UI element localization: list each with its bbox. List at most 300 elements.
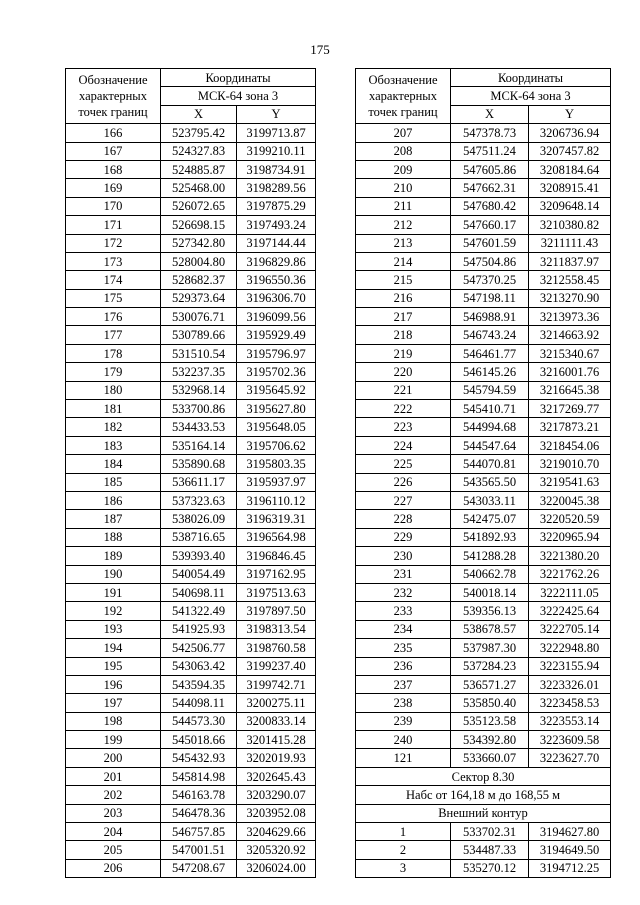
- point-number: 231: [356, 565, 451, 583]
- table-row: [66, 528, 316, 546]
- point-number: 236: [356, 657, 451, 675]
- y-coordinate: 3219541.63: [529, 473, 611, 491]
- x-coordinate: 546163.78: [161, 786, 237, 804]
- table-row: [66, 160, 316, 178]
- y-coordinate: 3222425.64: [529, 602, 611, 620]
- point-number: 202: [66, 786, 161, 804]
- header-line: точек границ: [78, 105, 148, 120]
- point-number: 208: [356, 142, 451, 160]
- y-coordinate: 3196829.86: [237, 252, 316, 270]
- header-line: Координаты: [205, 70, 271, 85]
- x-coordinate: 546145.26: [451, 363, 529, 381]
- point-number: 229: [356, 528, 451, 546]
- y-coordinate: 3195706.62: [237, 436, 316, 454]
- y-coordinate: 3210380.82: [529, 216, 611, 234]
- point-number: 178: [66, 344, 161, 362]
- point-number: 205: [66, 841, 161, 859]
- x-coordinate: 542475.07: [451, 510, 529, 528]
- y-coordinate: 3223458.53: [529, 694, 611, 712]
- x-coordinate: 542506.77: [161, 639, 237, 657]
- table-row: [356, 197, 611, 215]
- x-coordinate: 540018.14: [451, 583, 529, 601]
- x-coordinate: 547662.31: [451, 179, 529, 197]
- y-coordinate: 3202645.43: [237, 767, 316, 785]
- y-coordinate: 3198760.58: [237, 639, 316, 657]
- table-row: [356, 639, 611, 657]
- point-number: 221: [356, 381, 451, 399]
- table-row: [66, 234, 316, 252]
- point-number: 212: [356, 216, 451, 234]
- y-coordinate: 3205320.92: [237, 841, 316, 859]
- point-number: 176: [66, 308, 161, 326]
- y-coordinate: 3211837.97: [529, 252, 611, 270]
- point-number: 177: [66, 326, 161, 344]
- x-coordinate: 545814.98: [161, 767, 237, 785]
- x-coordinate: 535890.68: [161, 455, 237, 473]
- x-coordinate: 528004.80: [161, 252, 237, 270]
- table-row: [356, 731, 611, 749]
- header-line: характерных: [369, 89, 437, 104]
- y-coordinate: 3197897.50: [237, 602, 316, 620]
- table-row: [356, 804, 611, 822]
- point-number: 185: [66, 473, 161, 491]
- point-number: 1: [356, 823, 451, 841]
- y-coordinate: 3223553.14: [529, 712, 611, 730]
- x-coordinate: 544098.11: [161, 694, 237, 712]
- table-row: [66, 473, 316, 491]
- header-line: точек границ: [368, 105, 438, 120]
- y-coordinate: 3213973.36: [529, 308, 611, 326]
- header-line: Координаты: [497, 70, 564, 85]
- point-number: 189: [66, 547, 161, 565]
- table-row: [356, 473, 611, 491]
- point-number: 166: [66, 124, 161, 142]
- table-row: [66, 767, 316, 785]
- table-row: [356, 657, 611, 675]
- x-coordinate: 537284.23: [451, 657, 529, 675]
- y-coordinate: 3222111.05: [529, 583, 611, 601]
- y-coordinate: 3195937.97: [237, 473, 316, 491]
- table-row: [66, 786, 316, 804]
- point-number: 206: [66, 859, 161, 877]
- y-coordinate: 3217873.21: [529, 418, 611, 436]
- y-coordinate: 3197162.95: [237, 565, 316, 583]
- x-coordinate: 543565.50: [451, 473, 529, 491]
- x-coordinate: 539356.13: [451, 602, 529, 620]
- x-coordinate: 523795.42: [161, 124, 237, 142]
- y-coordinate: 3196306.70: [237, 289, 316, 307]
- point-number: 233: [356, 602, 451, 620]
- page-number: 175: [310, 42, 330, 57]
- x-coordinate: 544547.64: [451, 436, 529, 454]
- y-coordinate: 3221380.20: [529, 547, 611, 565]
- table-row: [66, 565, 316, 583]
- table-row: [66, 363, 316, 381]
- x-coordinate: 547208.67: [161, 859, 237, 877]
- point-number: 198: [66, 712, 161, 730]
- point-number: 210: [356, 179, 451, 197]
- table-row: [66, 142, 316, 160]
- point-number: 175: [66, 289, 161, 307]
- x-coordinate: 546757.85: [161, 823, 237, 841]
- x-coordinate: 546478.36: [161, 804, 237, 822]
- point-number: 240: [356, 731, 451, 749]
- y-coordinate: 3201415.28: [237, 731, 316, 749]
- x-coordinate: 545018.66: [161, 731, 237, 749]
- coordinates-table-left: [65, 68, 316, 878]
- y-coordinate: 3197144.44: [237, 234, 316, 252]
- table-row: [66, 216, 316, 234]
- x-coordinate: 546743.24: [451, 326, 529, 344]
- x-coordinate: 538026.09: [161, 510, 237, 528]
- point-number: 2: [356, 841, 451, 859]
- x-coordinate: 544573.30: [161, 712, 237, 730]
- y-coordinate: 3218454.06: [529, 436, 611, 454]
- table-row: [356, 694, 611, 712]
- point-number: 171: [66, 216, 161, 234]
- point-designation-header: [356, 69, 451, 124]
- y-coordinate: 3213270.90: [529, 289, 611, 307]
- x-coordinate: 547378.73: [451, 124, 529, 142]
- y-coordinate: 3200833.14: [237, 712, 316, 730]
- x-coordinate: 535164.14: [161, 436, 237, 454]
- x-coordinate: 532237.35: [161, 363, 237, 381]
- point-number: 223: [356, 418, 451, 436]
- y-coordinate: 3202019.93: [237, 749, 316, 767]
- y-coordinate: 3215340.67: [529, 344, 611, 362]
- point-number: 200: [66, 749, 161, 767]
- x-coordinate: 526698.15: [161, 216, 237, 234]
- table-row: [66, 675, 316, 693]
- header-row: [356, 69, 611, 87]
- table-row: [66, 639, 316, 657]
- coordinate-system-header: МСК-64 зона 3: [161, 87, 316, 105]
- x-header: X: [161, 105, 237, 123]
- y-coordinate: 3223155.94: [529, 657, 611, 675]
- y-coordinate: 3196846.45: [237, 547, 316, 565]
- y-coordinate: 3195803.35: [237, 455, 316, 473]
- x-coordinate: 541892.93: [451, 528, 529, 546]
- x-coordinate: 544070.81: [451, 455, 529, 473]
- table-row: [356, 160, 611, 178]
- x-coordinate: 524327.83: [161, 142, 237, 160]
- table-row: [356, 565, 611, 583]
- table-row: [66, 308, 316, 326]
- table-row: [356, 491, 611, 509]
- table-row: [356, 216, 611, 234]
- point-designation-header: [66, 69, 161, 124]
- point-number: 204: [66, 823, 161, 841]
- x-coordinate: 547601.59: [451, 234, 529, 252]
- table-row: [356, 675, 611, 693]
- y-coordinate: 3196550.36: [237, 271, 316, 289]
- y-coordinate: 3216645.38: [529, 381, 611, 399]
- point-number: 211: [356, 197, 451, 215]
- x-coordinate: 535850.40: [451, 694, 529, 712]
- table-row: [356, 179, 611, 197]
- y-coordinate: 3223627.70: [529, 749, 611, 767]
- table-row: [356, 381, 611, 399]
- table-row: [356, 786, 611, 804]
- y-coordinate: 3220520.59: [529, 510, 611, 528]
- table-row: [66, 749, 316, 767]
- point-number: 216: [356, 289, 451, 307]
- x-coordinate: 547370.25: [451, 271, 529, 289]
- point-number: 193: [66, 620, 161, 638]
- table-row: [356, 712, 611, 730]
- y-coordinate: 3220045.38: [529, 491, 611, 509]
- y-coordinate: 3203290.07: [237, 786, 316, 804]
- table-row: [356, 455, 611, 473]
- x-coordinate: 547504.86: [451, 252, 529, 270]
- point-number: 121: [356, 749, 451, 767]
- table-row: [66, 694, 316, 712]
- point-number: 184: [66, 455, 161, 473]
- coordinate-system-header: МСК-64 зона 3: [451, 87, 611, 105]
- x-coordinate: 547680.42: [451, 197, 529, 215]
- x-coordinate: 537323.63: [161, 491, 237, 509]
- point-number: 181: [66, 400, 161, 418]
- x-coordinate: 538716.65: [161, 528, 237, 546]
- y-coordinate: 3197493.24: [237, 216, 316, 234]
- y-coordinate: 3197513.63: [237, 583, 316, 601]
- table-row: [356, 583, 611, 601]
- y-coordinate: 3195796.97: [237, 344, 316, 362]
- x-coordinate: 545432.93: [161, 749, 237, 767]
- table-row: [356, 271, 611, 289]
- x-coordinate: 531510.54: [161, 344, 237, 362]
- table-row: [356, 547, 611, 565]
- table-row: [356, 344, 611, 362]
- x-coordinate: 533660.07: [451, 749, 529, 767]
- point-number: 191: [66, 583, 161, 601]
- x-coordinate: 534433.53: [161, 418, 237, 436]
- x-coordinate: 541925.93: [161, 620, 237, 638]
- y-header: Y: [529, 105, 611, 123]
- table-row: [66, 510, 316, 528]
- y-coordinate: 3198289.56: [237, 179, 316, 197]
- x-coordinate: 536611.17: [161, 473, 237, 491]
- point-number: 209: [356, 160, 451, 178]
- table-row: [66, 804, 316, 822]
- point-number: 180: [66, 381, 161, 399]
- point-number: 234: [356, 620, 451, 638]
- table-row: [66, 823, 316, 841]
- y-coordinate: 3195627.80: [237, 400, 316, 418]
- table-row: [356, 289, 611, 307]
- x-coordinate: 543033.11: [451, 491, 529, 509]
- x-coordinate: 543594.35: [161, 675, 237, 693]
- x-header: X: [451, 105, 529, 123]
- table-row: [66, 124, 316, 142]
- point-number: 215: [356, 271, 451, 289]
- point-number: 194: [66, 639, 161, 657]
- point-number: 3: [356, 859, 451, 877]
- point-number: 195: [66, 657, 161, 675]
- point-number: 170: [66, 197, 161, 215]
- point-number: 218: [356, 326, 451, 344]
- table-row: [66, 418, 316, 436]
- x-coordinate: 530076.71: [161, 308, 237, 326]
- coordinates-header: [161, 69, 316, 87]
- y-coordinate: 3209648.14: [529, 197, 611, 215]
- y-coordinate: 3220965.94: [529, 528, 611, 546]
- header-line: Обозначение: [368, 73, 438, 88]
- table-row: [66, 712, 316, 730]
- point-number: 169: [66, 179, 161, 197]
- table-row: [66, 620, 316, 638]
- y-coordinate: 3203952.08: [237, 804, 316, 822]
- y-coordinate: 3195645.92: [237, 381, 316, 399]
- y-coordinate: 3221762.26: [529, 565, 611, 583]
- table-row: [356, 252, 611, 270]
- y-coordinate: 3206736.94: [529, 124, 611, 142]
- table-row: [356, 308, 611, 326]
- table-row: [356, 620, 611, 638]
- table-row: [356, 749, 611, 767]
- y-coordinate: 3223326.01: [529, 675, 611, 693]
- table-row: [66, 841, 316, 859]
- table-row: [66, 731, 316, 749]
- x-coordinate: 525468.00: [161, 179, 237, 197]
- y-coordinate: 3194649.50: [529, 841, 611, 859]
- y-coordinate: 3214663.92: [529, 326, 611, 344]
- y-coordinate: 3222705.14: [529, 620, 611, 638]
- x-coordinate: 535123.58: [451, 712, 529, 730]
- point-number: 214: [356, 252, 451, 270]
- y-coordinate: 3198313.54: [237, 620, 316, 638]
- x-coordinate: 540698.11: [161, 583, 237, 601]
- header-row: [66, 69, 316, 87]
- table-row: [66, 344, 316, 362]
- point-number: 239: [356, 712, 451, 730]
- y-header: Y: [237, 105, 316, 123]
- y-coordinate: 3196099.56: [237, 308, 316, 326]
- x-coordinate: 528682.37: [161, 271, 237, 289]
- y-coordinate: 3216001.76: [529, 363, 611, 381]
- y-coordinate: 3212558.45: [529, 271, 611, 289]
- x-coordinate: 545794.59: [451, 381, 529, 399]
- x-coordinate: 540662.78: [451, 565, 529, 583]
- table-row: [66, 289, 316, 307]
- table-row: [356, 823, 611, 841]
- x-coordinate: 534487.33: [451, 841, 529, 859]
- x-coordinate: 530789.66: [161, 326, 237, 344]
- contour-label: Внешний контур: [356, 804, 611, 822]
- x-coordinate: 534392.80: [451, 731, 529, 749]
- y-coordinate: 3199713.87: [237, 124, 316, 142]
- y-coordinate: 3195929.49: [237, 326, 316, 344]
- table-row: [356, 418, 611, 436]
- table-row: [356, 859, 611, 877]
- y-coordinate: 3199210.11: [237, 142, 316, 160]
- table-row: [66, 252, 316, 270]
- y-coordinate: 3194712.25: [529, 859, 611, 877]
- y-coordinate: 3195702.36: [237, 363, 316, 381]
- table-row: [66, 657, 316, 675]
- x-coordinate: 543063.42: [161, 657, 237, 675]
- y-coordinate: 3196110.12: [237, 491, 316, 509]
- sector-height-range: Набс от 164,18 м до 168,55 м: [356, 786, 611, 804]
- x-coordinate: 546988.91: [451, 308, 529, 326]
- point-number: 168: [66, 160, 161, 178]
- y-coordinate: 3200275.11: [237, 694, 316, 712]
- x-coordinate: 533702.31: [451, 823, 529, 841]
- point-number: 207: [356, 124, 451, 142]
- y-coordinate: 3208184.64: [529, 160, 611, 178]
- x-coordinate: 535270.12: [451, 859, 529, 877]
- table-row: [66, 455, 316, 473]
- point-number: 230: [356, 547, 451, 565]
- y-coordinate: 3217269.77: [529, 400, 611, 418]
- x-coordinate: 547660.17: [451, 216, 529, 234]
- point-number: 197: [66, 694, 161, 712]
- y-coordinate: 3206024.00: [237, 859, 316, 877]
- y-coordinate: 3207457.82: [529, 142, 611, 160]
- table-row: [356, 142, 611, 160]
- point-number: 201: [66, 767, 161, 785]
- coordinates-table-right: [355, 68, 611, 878]
- table-row: [356, 602, 611, 620]
- point-number: 225: [356, 455, 451, 473]
- x-coordinate: 547198.11: [451, 289, 529, 307]
- sector-title: Сектор 8.30: [356, 767, 611, 785]
- point-number: 222: [356, 400, 451, 418]
- table-row: [66, 400, 316, 418]
- x-coordinate: 537987.30: [451, 639, 529, 657]
- table-row: [356, 234, 611, 252]
- x-coordinate: 547001.51: [161, 841, 237, 859]
- point-number: 219: [356, 344, 451, 362]
- y-coordinate: 3219010.70: [529, 455, 611, 473]
- x-coordinate: 529373.64: [161, 289, 237, 307]
- table-row: [66, 179, 316, 197]
- table-row: [356, 124, 611, 142]
- table-row: [66, 602, 316, 620]
- table-row: [66, 583, 316, 601]
- point-number: 173: [66, 252, 161, 270]
- table-row: [356, 767, 611, 785]
- point-number: 183: [66, 436, 161, 454]
- y-coordinate: 3199742.71: [237, 675, 316, 693]
- table-row: [66, 271, 316, 289]
- header-line: характерных: [79, 89, 147, 104]
- y-coordinate: 3204629.66: [237, 823, 316, 841]
- y-coordinate: 3223609.58: [529, 731, 611, 749]
- x-coordinate: 545410.71: [451, 400, 529, 418]
- x-coordinate: 532968.14: [161, 381, 237, 399]
- x-coordinate: 540054.49: [161, 565, 237, 583]
- y-coordinate: 3194627.80: [529, 823, 611, 841]
- table-row: [356, 528, 611, 546]
- table-row: [66, 436, 316, 454]
- x-coordinate: 544994.68: [451, 418, 529, 436]
- point-number: 179: [66, 363, 161, 381]
- point-number: 167: [66, 142, 161, 160]
- y-coordinate: 3211111.43: [529, 234, 611, 252]
- table-row: [66, 381, 316, 399]
- point-number: 174: [66, 271, 161, 289]
- table-row: [356, 326, 611, 344]
- x-coordinate: 541322.49: [161, 602, 237, 620]
- point-number: 190: [66, 565, 161, 583]
- coordinates-header: [451, 69, 611, 87]
- y-coordinate: 3222948.80: [529, 639, 611, 657]
- x-coordinate: 527342.80: [161, 234, 237, 252]
- point-number: 187: [66, 510, 161, 528]
- x-coordinate: 538678.57: [451, 620, 529, 638]
- table-row: [356, 436, 611, 454]
